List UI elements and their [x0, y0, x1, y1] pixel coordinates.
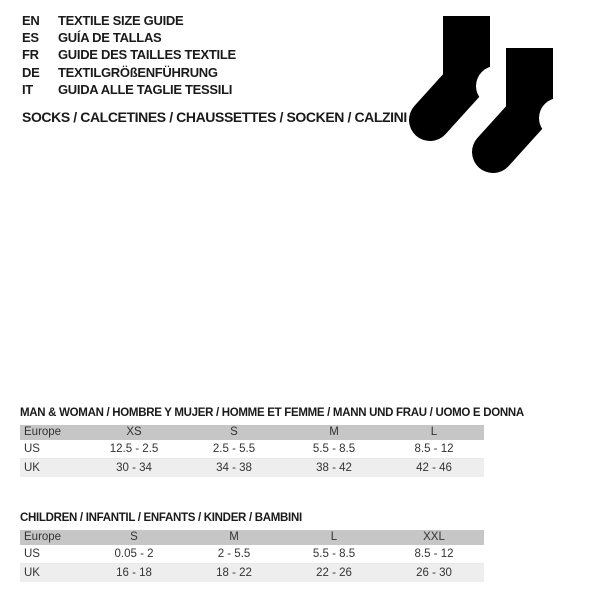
table-row-us [20, 440, 484, 459]
table-title-children: CHILDREN / INFANTIL / ENFANTS / KINDER / BAMBINI [20, 512, 302, 524]
language-title: GUIDE DES TAILLES TEXTILE [58, 47, 236, 63]
column-header-region: Europe [20, 530, 84, 545]
column-header-size: S [184, 425, 284, 440]
category-line: SOCKS / CALCETINES / CHAUSSETTES / SOCKEN / CALZINI [22, 109, 407, 125]
table-row-us [20, 545, 484, 564]
size-cell: 22 - 26 [284, 564, 384, 583]
size-table-section-children [20, 512, 484, 582]
size-cell: 38 - 42 [284, 459, 384, 478]
table-header-row [20, 425, 484, 440]
language-row-en [22, 12, 236, 29]
table-row-uk [20, 564, 484, 583]
column-header-size: XS [84, 425, 184, 440]
size-table-children [20, 530, 484, 582]
language-row-fr [22, 46, 236, 63]
size-cell: 42 - 46 [384, 459, 484, 478]
size-cell: 34 - 38 [184, 459, 284, 478]
region-label: UK [20, 459, 84, 478]
language-list [22, 12, 236, 98]
size-cell: 5.5 - 8.5 [284, 440, 384, 459]
size-table-section-adult [20, 407, 524, 477]
language-code: EN [22, 13, 40, 28]
size-cell: 16 - 18 [84, 564, 184, 583]
size-cell: 5.5 - 8.5 [284, 545, 384, 564]
language-title: TEXTILGRÖßENFÜHRUNG [58, 64, 218, 80]
region-label: UK [20, 564, 84, 583]
socks-icon-svg [404, 12, 582, 198]
column-header-size: XXL [384, 530, 484, 545]
size-cell: 8.5 - 12 [384, 440, 484, 459]
socks-icon [404, 12, 582, 198]
size-cell: 8.5 - 12 [384, 545, 484, 564]
column-header-region: Europe [20, 425, 84, 440]
column-header-size: M [284, 425, 384, 440]
language-title: GUIDA ALLE TAGLIE TESSILI [58, 81, 233, 97]
language-title: GUÍA DE TALLAS [58, 30, 162, 46]
column-header-size: S [84, 530, 184, 545]
language-code: DE [22, 64, 40, 80]
size-cell: 2.5 - 5.5 [184, 440, 284, 459]
table-header-row [20, 530, 484, 545]
size-table-adult [20, 425, 484, 477]
language-row-de [22, 64, 236, 81]
size-cell: 30 - 34 [84, 459, 184, 478]
size-cell: 2 - 5.5 [184, 545, 284, 564]
language-code: FR [22, 47, 39, 63]
table-title-adult: MAN & WOMAN / HOMBRE Y MUJER / HOMME ET FEMME / MANN UND FRAU / UOMO E DONNA [20, 407, 524, 419]
language-title: TEXTILE SIZE GUIDE [58, 13, 184, 28]
size-cell: 0.05 - 2 [84, 545, 184, 564]
size-cell: 26 - 30 [384, 564, 484, 583]
language-row-it [22, 81, 236, 98]
region-label: US [20, 545, 84, 564]
table-row-uk [20, 459, 484, 478]
size-cell: 18 - 22 [184, 564, 284, 583]
size-cell: 12.5 - 2.5 [84, 440, 184, 459]
column-header-size: M [184, 530, 284, 545]
language-code: ES [22, 30, 39, 46]
language-row-es [22, 29, 236, 46]
language-code: IT [22, 81, 33, 97]
column-header-size: L [284, 530, 384, 545]
region-label: US [20, 440, 84, 459]
column-header-size: L [384, 425, 484, 440]
